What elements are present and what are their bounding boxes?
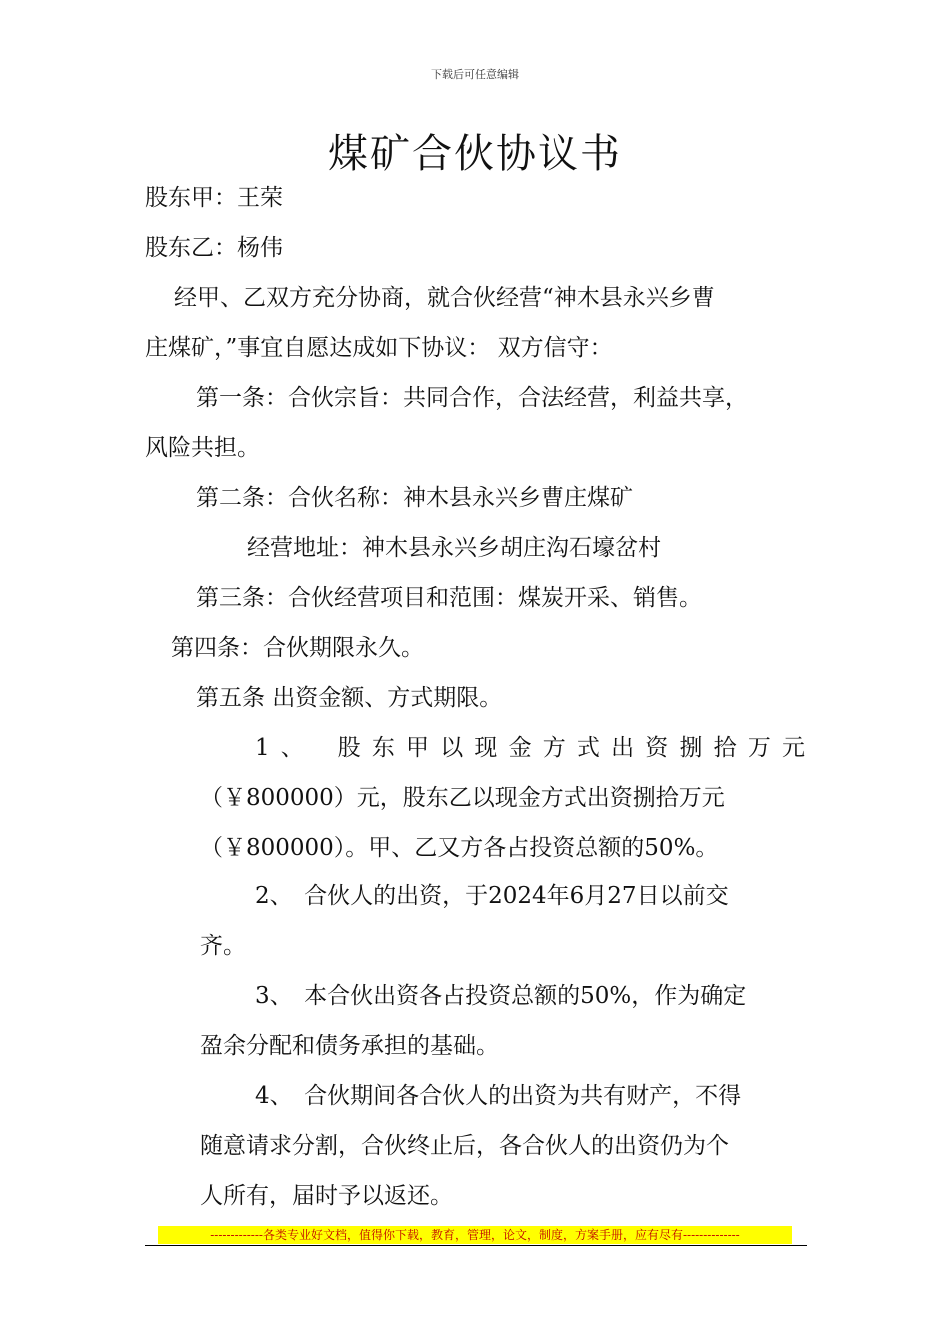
footer-divider: [145, 1245, 807, 1246]
item-2-line-1: 2、 合伙人的出资，于2024年6月27日以前交: [255, 883, 729, 909]
item-4-line-3: 人所有，届时予以返还。: [200, 1183, 453, 1209]
shareholder-b-line: 股东乙：杨伟: [145, 235, 283, 261]
article-1-line-1: 第一条：合伙宗旨：共同合作，合法经营，利益共享，: [196, 385, 748, 411]
document-title: 煤矿合伙协议书: [328, 131, 622, 177]
article-5-line: 第五条 出资金额、方式期限。: [196, 685, 503, 711]
item-4-line-2: 随意请求分割，合伙终止后，各合伙人的出资仍为个: [200, 1133, 729, 1159]
intro-line-2: 庄煤矿，”事宜自愿达成如下协议： 双方信守：: [145, 335, 613, 361]
article-4-line: 第四条：合伙期限永久。: [171, 635, 424, 661]
item-4-line-1: 4、 合伙期间各合伙人的出资为共有财产，不得: [255, 1083, 742, 1109]
header-note: 下载后可任意编辑: [431, 68, 519, 81]
shareholder-a-line: 股东甲：王荣: [145, 185, 283, 211]
item-1-line-3: （￥800000）。甲、乙又方各占投资总额的50%。: [200, 835, 719, 861]
item-1-line-2: （￥800000）元，股东乙以现金方式出资捌拾万元: [200, 785, 725, 811]
address-line: 经营地址：神木县永兴乡胡庄沟石壕岔村: [247, 535, 661, 561]
item-3-line-2: 盈余分配和债务承担的基础。: [200, 1033, 499, 1059]
item-2-line-2: 齐。: [200, 933, 246, 959]
footer-promo-text: -------------各类专业好文档，值得你下载，教育，管理，论文，制度，方案手册，应有尽有--------------: [210, 1228, 740, 1242]
item-1-line-1: 1、 股东甲以现金方式出资捌拾万元: [255, 735, 805, 761]
intro-line-1: 经甲、乙双方充分协商，就合伙经营“神木县永兴乡曹: [174, 285, 715, 311]
item-3-line-1: 3、 本合伙出资各占投资总额的50%，作为确定: [255, 983, 747, 1009]
article-2-line: 第二条：合伙名称：神木县永兴乡曹庄煤矿: [196, 485, 633, 511]
article-1-line-2: 风险共担。: [145, 435, 260, 461]
article-3-line: 第三条：合伙经营项目和范围：煤炭开采、销售。: [196, 585, 702, 611]
